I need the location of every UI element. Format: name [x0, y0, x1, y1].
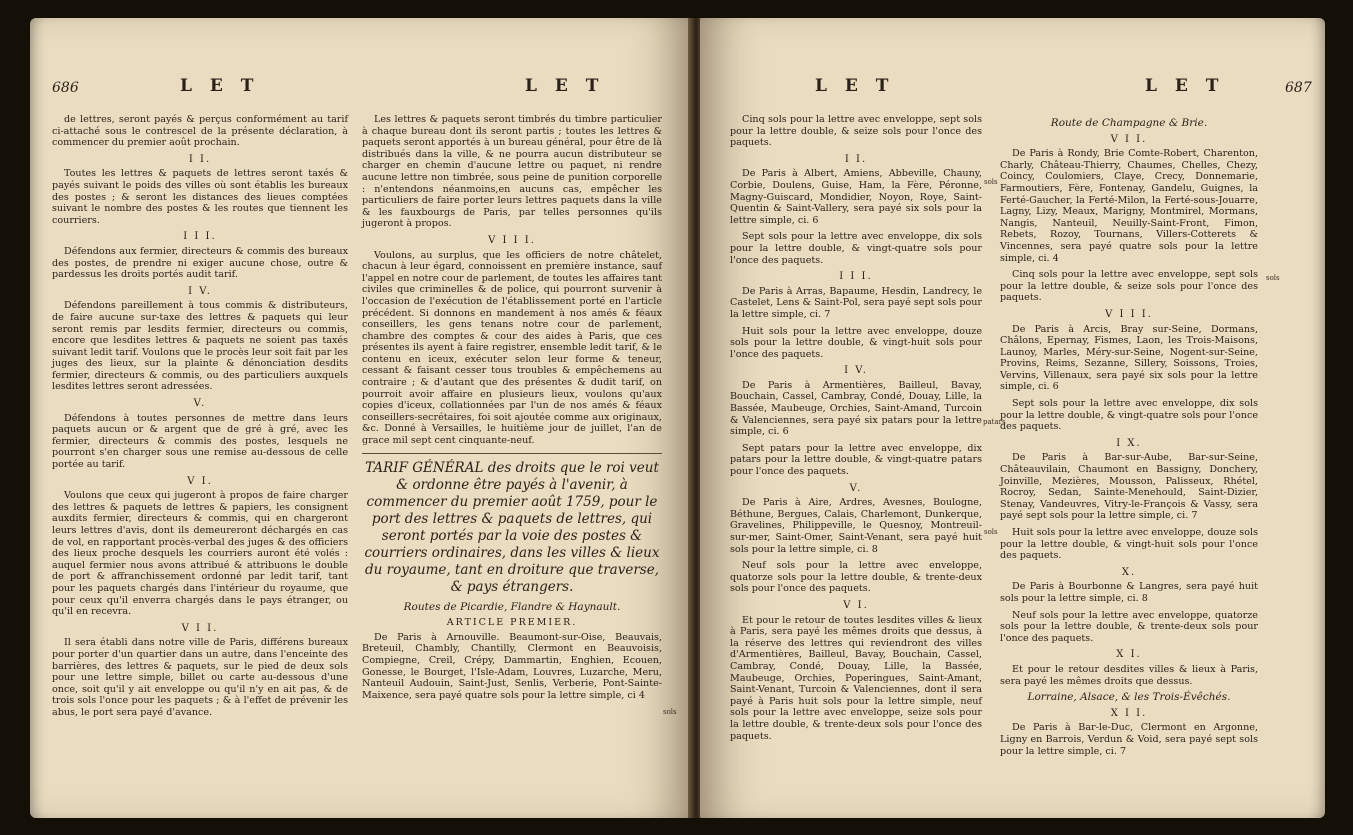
tariff-title: TARIF GÉNÉRAL des droits que le roi veut & ordonne être payés à l'avenir, à commencer du premier août 1759, pour le port des lettres & paquets de lettres, qui seront portés par la voie des postes & courriers ordinaires, dans les villes & lieux du royaume, tant en droiture que traverse, & pays étrangers. — [364, 459, 660, 595]
article-heading: V I I I. — [488, 234, 536, 246]
right-column-1 — [730, 114, 982, 747]
paragraph: Sept sols pour la lettre avec enveloppe, dix sols pour la lettre double, & vingt-quatre sols pour l'once des paquets. — [730, 231, 982, 266]
paragraph: De Paris à Bar-sur-Aube, Bar-sur-Seine, Châteauvilain, Chaumont en Bassigny, Donchery, Joinville, Mezières, Mousson, Palisseux, Rhétel, Rocroy, Sedan, Sainte-Menehould, Saint-Dizier, Stenay, Vandeuvres, Vitry-le-François & Vassy, sera payé sept sols pour la lettre simple, ci. 7 — [1000, 452, 1258, 522]
paragraph: Voulons, au surplus, que les officiers de notre châtelet, chacun à leur égard, connoissent en première instance, sauf l'appel en notre cour de parlement, de toutes les affaires tant civiles que criminelles & de police, qui pourront survenir à l'occasion de l'exécution de l'établissement porté en l'article précédent. Si donnons en mandement à nos amés & féaux conseillers, les gens tenans notre cour de parlement, chambre des comptes & cour des aides à Paris, que ces présentes ils ayent à faire registrer, ensemble ledit tarif, & le contenu en iceux, exécuter selon leur forme & teneur, cessant & faisant cesser tous troubles & empêchemens au contraire ; & d'autant que des présentes & dudit tarif, on pourroit avoir affaire en plusieurs lieux, voulons qu'aux copies d'iceux, collationnées par l'un de nos amés & féaux conseillers-secrétaires, foi soit ajoutée comme aux originaux, &c. Donné à Versailles, le huitième jour de juillet, l'an de grace mil sept cent cinquante-neuf. — [362, 249, 662, 447]
article-heading: I I I. — [839, 271, 873, 283]
running-head-right-2: L E T — [1145, 76, 1225, 96]
left-column-1 — [52, 114, 348, 724]
paragraph: Neuf sols pour la lettre avec enveloppe, quatorze sols pour la lettre double, & trente-deux sols pour l'once des paquets. — [1000, 609, 1258, 644]
right-column-2 — [1000, 114, 1258, 762]
margin-note: sols — [663, 708, 677, 716]
paragraph: Toutes les lettres & paquets de lettres seront taxés & payés suivant le poids des villes où sont établis les bureaux des postes ; & seront les distances des lieues comptées suivant le nombre des postes & les routes que tiennent les courriers. — [52, 168, 348, 226]
paragraph: Cinq sols pour la lettre avec enveloppe, sept sols pour la lettre double, & seize sols pour l'once des paquets. — [1000, 269, 1258, 304]
paragraph: de lettres, seront payés & perçus conformément au tarif ci-attaché sous le contrescel de la présente déclaration, à commencer du premier août prochain. — [52, 114, 348, 149]
paragraph: De Paris à Arras, Bapaume, Hesdin, Landrecy, le Castelet, Lens & Saint-Pol, sera payé sept sols pour la lettre simple, ci. 7 — [730, 285, 982, 320]
paragraph: Sept sols pour la lettre avec enveloppe, dix sols pour la lettre double, & vingt-quatre sols pour l'once des paquets. — [1000, 398, 1258, 433]
article-heading: V. — [193, 398, 207, 410]
page-number-right: 687 — [1285, 80, 1312, 96]
left-page — [30, 18, 690, 818]
paragraph: De Paris à Rondy, Brie Comte-Robert, Charenton, Charly, Château-Thierry, Chaumes, Chelles, Chezy, Coincy, Coulomiers, Claye, Crecy, Donnemarie, Farmoutiers, Fère, Fontenay, Gandelu, Guignes, la Ferté-Gaucher, la Ferté-Milon, la Ferté-sous-Jouarre, Lagny, Lizy, Meaux, Marigny, Montmirel, Mormans, Nangis, Nanteuil, Neuilly-Saint-Front, Fimon, Rebets, Rozoy, Tournans, Villers-Cotterets & Vincennes, sera payé quatre sols pour la lettre simple, ci. 4 — [1000, 148, 1258, 264]
page-number-left: 686 — [52, 80, 79, 96]
article-heading: V I I I. — [1105, 308, 1153, 320]
paragraph: Défendons à toutes personnes de mettre dans leurs paquets aucun or & argent que de gré à gré, avec les fermier, directeurs & commis des postes, lesquels ne pourront s'en charger sous une remise au-dessous de celle portée au tarif. — [52, 412, 348, 471]
subheading: Routes de Picardie, Flandre & Haynault. — [403, 600, 621, 613]
paragraph: De Paris à Bar-le-Duc, Clermont en Argonne, Ligny en Barrois, Verdun & Void, sera payé sept sols pour la lettre simple, ci. 7 — [1000, 722, 1258, 757]
running-head-left-1: L E T — [180, 76, 260, 96]
paragraph: Défendons pareillement à tous commis & distributeurs, de faire aucune sur-taxe des lettres & paquets qui leur seront remis par lesdits fermier, directeurs ou commis, encore que lesdites lettres & paquets ne soient pas taxés suivant ledit tarif. Voulons que le procès leur soit fait par les juges des lieux, sur la plainte & dénonciation desdits fermier, directeurs & commis, ou des particuliers auxquels lesdites lettres seront adressées. — [52, 300, 348, 393]
paragraph: De Paris à Bourbonne & Langres, sera payé huit sols pour la lettre simple, ci. 8 — [1000, 581, 1258, 604]
running-head-left-2: L E T — [525, 76, 605, 96]
paragraph: Neuf sols pour la lettre avec enveloppe, quatorze sols pour la lettre double, & trente-deux sols pour l'once des paquets. — [730, 560, 982, 595]
subheading: Route de Champagne & Brie. — [1050, 117, 1208, 129]
article-heading: X I I. — [1110, 707, 1148, 719]
article-heading: V. — [849, 482, 863, 494]
paragraph: Il sera établi dans notre ville de Paris, différens bureaux pour porter d'un quartier dans un autre, dans l'enceinte des barrières, des lettres & paquets, sur le pied de deux sols pour une lettre simple, billet ou carte au-dessous d'une once, soit qu'il y ait enveloppe ou qu'il n'y en ait pas, & de trois sols l'once pour les paquets ; & à l'effet de prévenir les abus, le port sera payé d'avance. — [52, 637, 348, 718]
paragraph: Défendons aux fermier, directeurs & commis des bureaux des postes, de prendre ni exiger aucune chose, outre & pardessus les droits portés audit tarif. — [52, 245, 348, 281]
paragraph: Huit sols pour la lettre avec enveloppe, douze sols pour la lettre double, & vingt-huit sols pour l'once des paquets. — [730, 325, 982, 360]
article-heading: I V. — [844, 365, 868, 377]
running-head-right-1: L E T — [815, 76, 895, 96]
paragraph: De Paris à Armentières, Bailleul, Bavay, Bouchain, Cassel, Cambray, Condé, Douay, Lille, la Bassée, Maubeuge, Orchies, Saint-Amand, Turcoin & Valenciennes, sera payé six patars pour la lettre simple, ci. 6 — [730, 379, 982, 438]
paragraph: De Paris à Aire, Ardres, Avesnes, Boulogne, Béthune, Bergues, Calais, Charlemont, Dunkerque, Gravelines, Philippeville, le Quesnoy, Montreuil-sur-mer, Saint-Omer, Saint-Venant, sera payé huit sols pour la lettre simple, ci. 8 — [730, 497, 982, 555]
article-heading: X I. — [1116, 649, 1142, 661]
margin-note: sols — [984, 528, 998, 536]
paragraph: De Paris à Arcis, Bray sur-Seine, Dormans, Châlons, Epernay, Fismes, Laon, les Trois-Maisons, Launoy, Marles, Méry-sur-Seine, Nogent-sur-Seine, Provins, Reims, Sezanne, Sillery, Soissons, Troies, Vervins, Villenaux, sera payé six sols pour la lettre simple, ci. 6 — [1000, 323, 1258, 393]
article-heading: V I. — [187, 475, 213, 487]
article-heading: I I. — [188, 153, 212, 165]
paragraph: Voulons que ceux qui jugeront à propos de faire charger des lettres & paquets de lettres & papiers, les consignent auxdits fermier, directeurs & commis, qui en chargeront leurs lettres d'avis, dont ils demeureront déchargés en cas de vol, en rapportant procès-verbal des juges & des officiers des lieux proche desquels les courriers auront été volés : auquel fermier nous avons attribué & attribuons le double de port & affranchissement ordonné par ledit tarif, tant pour les paquets chargés dans l'intérieur du royaume, que pour ceux qu'il enverra chargés dans le pays étranger, ou qu'il en recevra. — [52, 490, 348, 618]
paragraph: Et pour le retour de toutes lesdites villes & lieux à Paris, sera payé les mêmes droits que dessus, à la réserve des lettres qui reviendront des villes d'Armentières, Bailleul, Bavay, Bouchain, Cassel, Cambray, Condé, Douay, Lille, la Bassée, Maubeuge, Orchies, Poperingues, Saint-Amant, Saint-Venant, Turcoin & Valenciennes, dont il sera payé à Paris huit sols pour la lettre simple, neuf sols pour la lettre avec enveloppe, seize sols pour la lettre double, & trente-deux sols pour l'once des paquets. — [730, 614, 982, 742]
article-heading: I I I. — [183, 231, 217, 243]
paragraph: De Paris à Arnouville. Beaumont-sur-Oise, Beauvais, Breteuil, Chambly, Chantilly, Clermont en Beauvoisis, Compiegne, Creil, Crépy, Dammartin, Enghien, Ecouen, Gonesse, le Bourget, l'Isle-Adam, Louvres, Luzarche, Meru, Nanteuil Audouin, Saint-Just, Senlis, Verberie, Pont-Sainte-Maixence, sera payé quatre sols pour la lettre simple, ci 4 — [362, 631, 662, 701]
right-page — [700, 18, 1325, 818]
subheading: Lorraine, Alsace, & les Trois-Évêchés. — [1027, 691, 1231, 704]
article-heading: V I. — [843, 599, 869, 611]
paragraph: Cinq sols pour la lettre avec enveloppe, sept sols pour la lettre double, & seize sols pour l'once des paquets. — [730, 114, 982, 149]
margin-note: patars — [983, 418, 1006, 426]
paragraph: Et pour le retour desdites villes & lieux à Paris, sera payé les mêmes droits que dessus. — [1000, 663, 1258, 687]
margin-note: sols — [1266, 274, 1280, 282]
paragraph: Les lettres & paquets seront timbrés du timbre particulier à chaque bureau dont ils seront partis ; toutes les lettres & paquets seront apportés à un bureau général, pour être de là distribués dans la ville, & ne pourra aucun distributeur se charger en chemin d'aucune lettre ou paquet, ni rendre aucune lettre non timbrée, sous peine de punition corporelle : n'entendons néanmoins,en aucuns cas, empêcher les particuliers de faire porter leurs lettres paquets dans la ville & les fauxbourgs de Paris, par telles personnes qu'ils jugeront à propos. — [362, 114, 662, 230]
paragraph: Huit sols pour la lettre avec enveloppe, douze sols pour la lettre double, & vingt-huit sols pour l'once des paquets. — [1000, 527, 1258, 562]
article-heading: V I I. — [181, 622, 219, 634]
subheading: ARTICLE PREMIER. — [446, 617, 578, 629]
divider-rule — [362, 453, 662, 454]
article-heading: I V. — [188, 285, 212, 297]
margin-note: sols — [984, 178, 998, 186]
article-heading: I I. — [844, 153, 868, 165]
paragraph: Sept patars pour la lettre avec enveloppe, dix patars pour la lettre double, & vingt-quatre patars pour l'once des paquets. — [730, 442, 982, 478]
article-heading: X. — [1121, 566, 1137, 578]
paragraph: De Paris à Albert, Amiens, Abbeville, Chauny, Corbie, Doulens, Guise, Ham, la Fère, Péronne, Magny-Guiscard, Mondidier, Noyon, Roye, Saint-Quentin & Saint-Vallery, sera payé six sols pour la lettre simple, ci. 6 — [730, 168, 982, 226]
article-heading: V I I. — [1110, 133, 1148, 145]
article-heading: I X. — [1116, 437, 1142, 449]
left-column-2 — [362, 114, 662, 706]
